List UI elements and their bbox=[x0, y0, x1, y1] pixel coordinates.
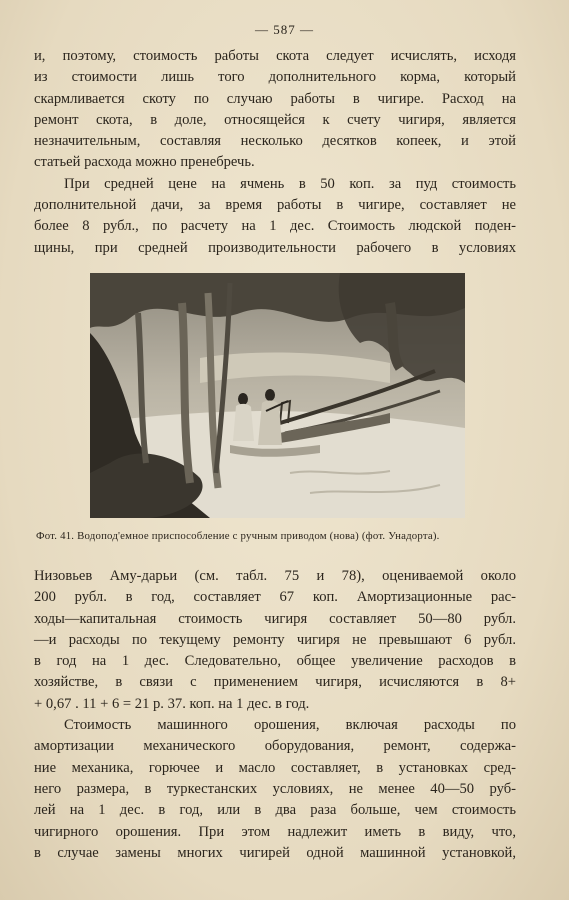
text-line: него размера, в туркестанских условиях, не менее 40—50 руб- bbox=[34, 780, 516, 797]
photo-illustration bbox=[90, 273, 465, 518]
text-line: + 0,67 . 11 + 6 = 21 р. 37. коп. на 1 дес. в год. bbox=[34, 695, 310, 712]
paragraph-2 bbox=[34, 174, 516, 259]
text-line: Стоимость машинного орошения, включая расходы по bbox=[64, 717, 516, 734]
paragraph-3 bbox=[34, 566, 516, 715]
text-line: хозяйстве, в связи с применением чигиря, исчисляются в 8+ bbox=[34, 674, 516, 691]
paragraph-1 bbox=[34, 46, 516, 174]
text-line: в год на 1 дес. Следовательно, общее увеличение расходов в bbox=[34, 653, 516, 670]
text-line: ние механика, горючее и масло составляет, в установках сред- bbox=[34, 759, 516, 776]
text-line: ремонт скота, в доле, относящейся к счету чигиря, является bbox=[34, 111, 516, 128]
text-line: —и расходы по текущему ремонту чигиря не превышают 6 рубл. bbox=[34, 631, 516, 648]
text-line: 200 рубл. в год, составляет 67 коп. Амортизационные рас- bbox=[34, 589, 516, 606]
photo-caption: Фот. 41. Водопод'емное приспособление с ручным приводом (нова) (фот. Унадорта). bbox=[36, 530, 440, 542]
text-line: дополнительной дачи, за время работы в чигире, составляет не bbox=[34, 197, 516, 214]
text-line: в случае замены многих чигирей одной машинной установкой, bbox=[34, 844, 516, 861]
text-block-top bbox=[34, 46, 516, 259]
paragraph-4 bbox=[34, 715, 516, 864]
text-block-bottom bbox=[34, 566, 516, 864]
text-line: амортизации механического оборудования, ремонт, содержа- bbox=[34, 738, 516, 755]
text-line: из стоимости лишь того дополнительного корма, который bbox=[34, 69, 516, 86]
text-line: лей на 1 дес. в год, или в два раза больше, чем стоимость bbox=[34, 802, 516, 819]
text-line: статьей расхода можно пренебречь. bbox=[34, 154, 255, 171]
text-line: При средней цене на ячмень в 50 коп. за пуд стоимость bbox=[64, 175, 516, 192]
text-line: Низовьев Аму-дарьи (см. табл. 75 и 78), оцениваемой около bbox=[34, 568, 516, 584]
photograph bbox=[90, 273, 465, 518]
text-line: и, поэтому, стоимость работы скота следует исчислять, исходя bbox=[34, 48, 516, 64]
page-number: — 587 — bbox=[255, 22, 314, 37]
text-line: чигирного орошения. При этом надлежит иметь в виду, что, bbox=[34, 823, 516, 840]
text-line: более 8 рубл., по расчету на 1 дес. Стоимость людской поден- bbox=[34, 218, 516, 235]
text-line: ходы—капитальная стоимость чигиря составляет 50—80 рубл. bbox=[34, 610, 516, 627]
text-line: незначительным, составляя несколько десятков копеек, и этой bbox=[34, 133, 516, 150]
text-line: скармливается скоту по случаю работы в чигире. Расход на bbox=[34, 90, 516, 107]
text-line: щины, при средней производительности рабочего в условиях bbox=[34, 239, 516, 256]
